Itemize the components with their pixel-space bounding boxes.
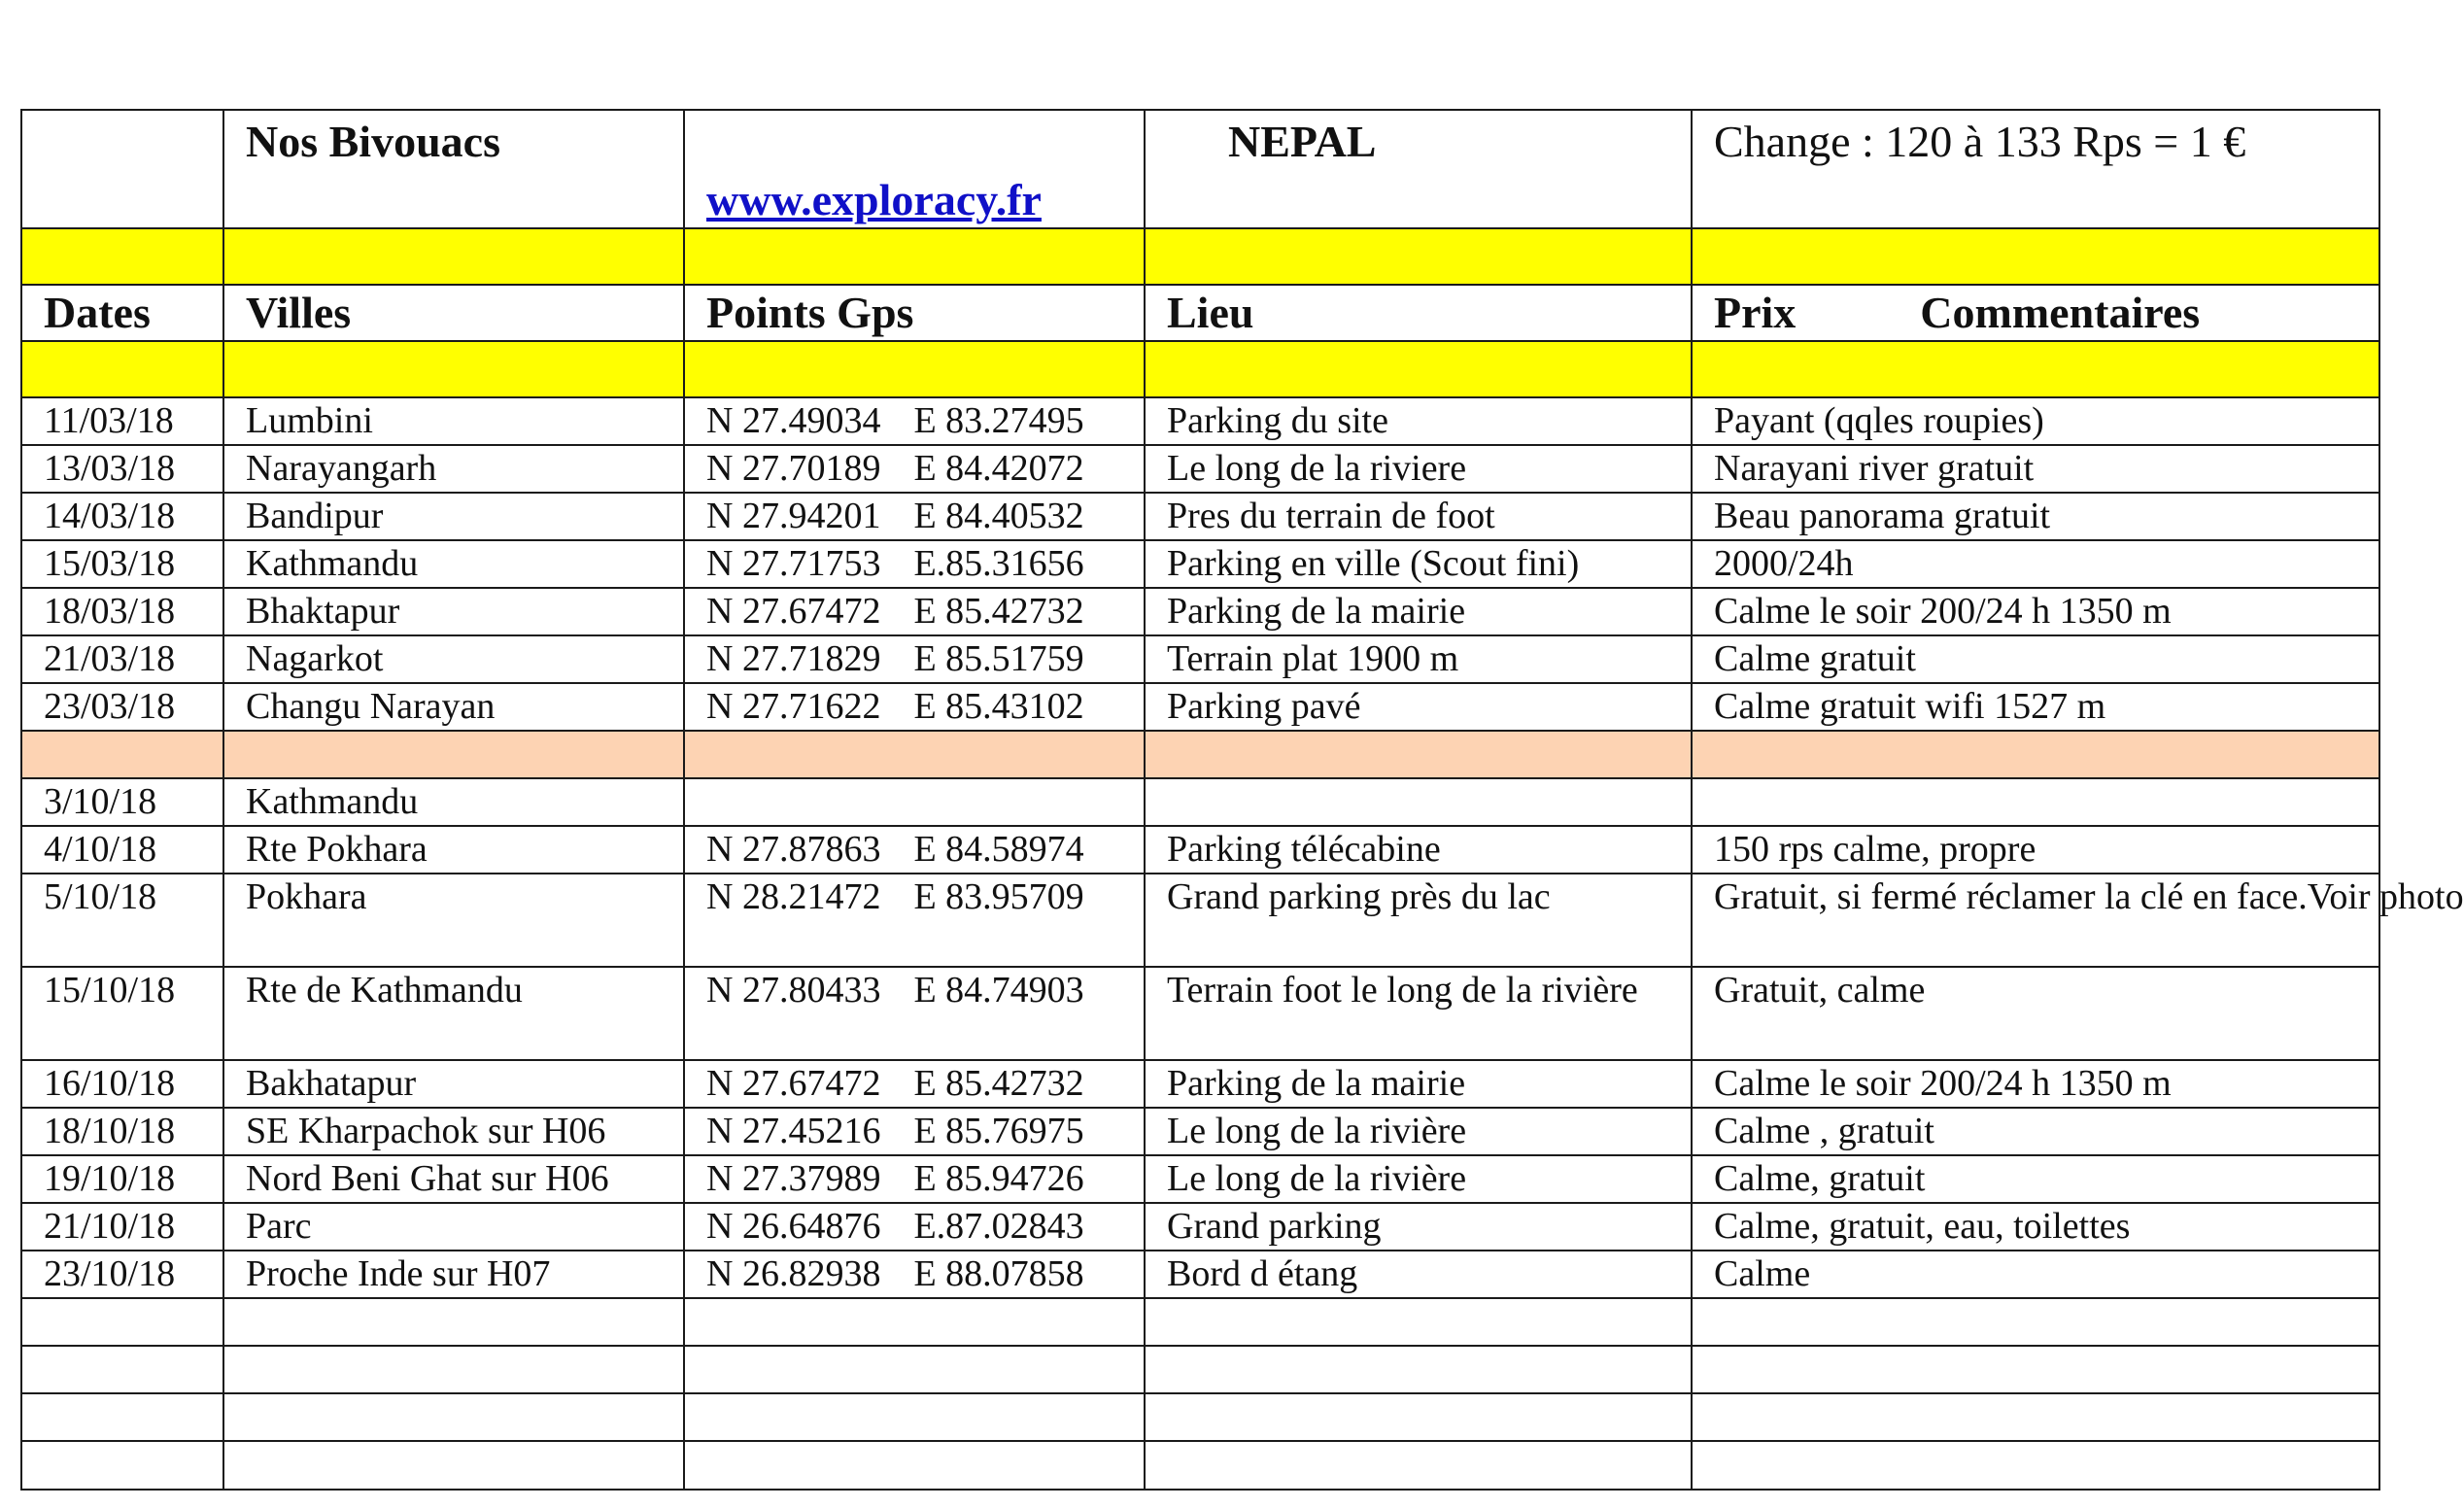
cell-gps xyxy=(684,778,1145,826)
table-row xyxy=(21,967,2379,1060)
cell-date: 18/03/18 xyxy=(21,588,223,635)
table-row xyxy=(21,445,2379,493)
cell-ville: SE Kharpachok sur H06 xyxy=(223,1108,684,1155)
cell-date: 21/10/18 xyxy=(21,1203,223,1251)
cell-ville: Bhaktapur xyxy=(223,588,684,635)
table-row xyxy=(21,1251,2379,1298)
cell-comment xyxy=(1692,778,2379,826)
cell-gps: N 27.67472 E 85.42732 xyxy=(684,588,1145,635)
cell-ville: Rte Pokhara xyxy=(223,826,684,874)
cell-lieu: Parking de la mairie xyxy=(1145,1060,1692,1108)
cell-ville: Narayangarh xyxy=(223,445,684,493)
cell-date: 16/10/18 xyxy=(21,1060,223,1108)
cell-comment: Calme le soir 200/24 h 1350 m xyxy=(1692,1060,2379,1108)
cell-comment: Calme gratuit xyxy=(1692,635,2379,683)
cell-comment: Calme gratuit wifi 1527 m xyxy=(1692,683,2379,731)
cell-date: 21/03/18 xyxy=(21,635,223,683)
cell-lieu: Parking télécabine xyxy=(1145,826,1692,874)
cell-lieu: Parking en ville (Scout fini) xyxy=(1145,540,1692,588)
empty-row xyxy=(21,1298,2379,1346)
cell-lieu: Bord d étang xyxy=(1145,1251,1692,1298)
cell-gps: N 26.82938 E 88.07858 xyxy=(684,1251,1145,1298)
yellow-band-row xyxy=(21,228,2379,285)
table-row xyxy=(21,874,2379,967)
cell-comment: Calme, gratuit, eau, toilettes xyxy=(1692,1203,2379,1251)
cell-date: 15/10/18 xyxy=(21,967,223,1060)
cell-date: 23/10/18 xyxy=(21,1251,223,1298)
table-row xyxy=(21,635,2379,683)
cell-comment: Calme, gratuit xyxy=(1692,1155,2379,1203)
cell-date: 23/03/18 xyxy=(21,683,223,731)
column-header-row xyxy=(21,285,2379,341)
header-lieu: Lieu xyxy=(1145,285,1692,341)
table-row xyxy=(21,683,2379,731)
cell-date: 15/03/18 xyxy=(21,540,223,588)
empty-row xyxy=(21,1346,2379,1393)
cell-gps: N 27.49034 E 83.27495 xyxy=(684,397,1145,445)
cell-ville: Parc xyxy=(223,1203,684,1251)
cell-gps: N 27.37989 E 85.94726 xyxy=(684,1155,1145,1203)
cell-date: 11/03/18 xyxy=(21,397,223,445)
cell-ville: Kathmandu xyxy=(223,778,684,826)
yellow-band-row xyxy=(21,341,2379,397)
cell-gps: N 26.64876 E.87.02843 xyxy=(684,1203,1145,1251)
cell-gps: N 27.67472 E 85.42732 xyxy=(684,1060,1145,1108)
table-row xyxy=(21,1108,2379,1155)
cell-lieu: Pres du terrain de foot xyxy=(1145,493,1692,540)
cell-lieu: Le long de la rivière xyxy=(1145,1155,1692,1203)
cell-lieu: Parking pavé xyxy=(1145,683,1692,731)
table-row xyxy=(21,1060,2379,1108)
header-prix: Prix xyxy=(1714,288,1797,337)
cell-comment: 150 rps calme, propre xyxy=(1692,826,2379,874)
cell-ville: Lumbini xyxy=(223,397,684,445)
cell-lieu: Grand parking près du lac xyxy=(1145,874,1692,967)
document-title: Nos Bivouacs xyxy=(223,110,684,228)
header-gps: Points Gps xyxy=(684,285,1145,341)
cell-comment: Calme le soir 200/24 h 1350 m xyxy=(1692,588,2379,635)
cell-gps: N 27.45216 E 85.76975 xyxy=(684,1108,1145,1155)
country-title: NEPAL xyxy=(1145,110,1692,228)
cell-ville: Rte de Kathmandu xyxy=(223,967,684,1060)
header-commentaires: Commentaires xyxy=(1920,288,2201,337)
cell-comment: Beau panorama gratuit xyxy=(1692,493,2379,540)
cell-lieu: Le long de la riviere xyxy=(1145,445,1692,493)
cell-lieu: Parking du site xyxy=(1145,397,1692,445)
header-dates: Dates xyxy=(21,285,223,341)
title-row xyxy=(21,110,2379,228)
cell-gps: N 27.80433 E 84.74903 xyxy=(684,967,1145,1060)
cell-comment: Gratuit, calme xyxy=(1692,967,2379,1060)
cell-lieu: Grand parking xyxy=(1145,1203,1692,1251)
cell-ville: Kathmandu xyxy=(223,540,684,588)
bivouacs-table xyxy=(20,109,2464,1491)
cell-ville: Nagarkot xyxy=(223,635,684,683)
cell-comment: Gratuit, si fermé réclamer la clé en face.Voir photo xyxy=(1692,874,2379,967)
website-cell xyxy=(684,110,1145,228)
cell-date: 14/03/18 xyxy=(21,493,223,540)
header-villes: Villes xyxy=(223,285,684,341)
cell-comment: 2000/24h xyxy=(1692,540,2379,588)
table-row xyxy=(21,540,2379,588)
cell-comment: Payant (qqles roupies) xyxy=(1692,397,2379,445)
table-row xyxy=(21,1203,2379,1251)
cell-comment: Calme xyxy=(1692,1251,2379,1298)
cell-date: 19/10/18 xyxy=(21,1155,223,1203)
website-link[interactable]: www.exploracy.fr xyxy=(706,175,1042,224)
cell-date: 5/10/18 xyxy=(21,874,223,967)
cell-ville: Changu Narayan xyxy=(223,683,684,731)
cell-date: 3/10/18 xyxy=(21,778,223,826)
cell-comment: Calme , gratuit xyxy=(1692,1108,2379,1155)
cell-date: 4/10/18 xyxy=(21,826,223,874)
cell-lieu xyxy=(1145,778,1692,826)
cell-lieu: Le long de la rivière xyxy=(1145,1108,1692,1155)
table-row xyxy=(21,397,2379,445)
cell-gps: N 27.71622 E 85.43102 xyxy=(684,683,1145,731)
cell-ville: Pokhara xyxy=(223,874,684,967)
empty-row xyxy=(21,1393,2379,1441)
table-row xyxy=(21,588,2379,635)
table-row xyxy=(21,778,2379,826)
cell-gps: N 27.87863 E 84.58974 xyxy=(684,826,1145,874)
cell-gps: N 27.71829 E 85.51759 xyxy=(684,635,1145,683)
cell-ville: Proche Inde sur H07 xyxy=(223,1251,684,1298)
table-row xyxy=(21,826,2379,874)
separator-row xyxy=(21,731,2379,778)
cell-lieu: Terrain foot le long de la rivière xyxy=(1145,967,1692,1060)
exchange-rate: Change : 120 à 133 Rps = 1 € xyxy=(1692,110,2379,228)
cell-gps: N 28.21472 E 83.95709 xyxy=(684,874,1145,967)
empty-row xyxy=(21,1441,2379,1490)
cell-gps: N 27.70189 E 84.42072 xyxy=(684,445,1145,493)
header-prix-commentaires xyxy=(1692,285,2379,341)
title-cell-empty xyxy=(21,110,223,228)
cell-comment: Narayani river gratuit xyxy=(1692,445,2379,493)
cell-lieu: Parking de la mairie xyxy=(1145,588,1692,635)
cell-ville: Nord Beni Ghat sur H06 xyxy=(223,1155,684,1203)
cell-ville: Bandipur xyxy=(223,493,684,540)
table-row xyxy=(21,1155,2379,1203)
cell-gps: N 27.94201 E 84.40532 xyxy=(684,493,1145,540)
cell-gps: N 27.71753 E.85.31656 xyxy=(684,540,1145,588)
cell-date: 13/03/18 xyxy=(21,445,223,493)
table-row xyxy=(21,493,2379,540)
cell-lieu: Terrain plat 1900 m xyxy=(1145,635,1692,683)
cell-ville: Bakhatapur xyxy=(223,1060,684,1108)
cell-date: 18/10/18 xyxy=(21,1108,223,1155)
